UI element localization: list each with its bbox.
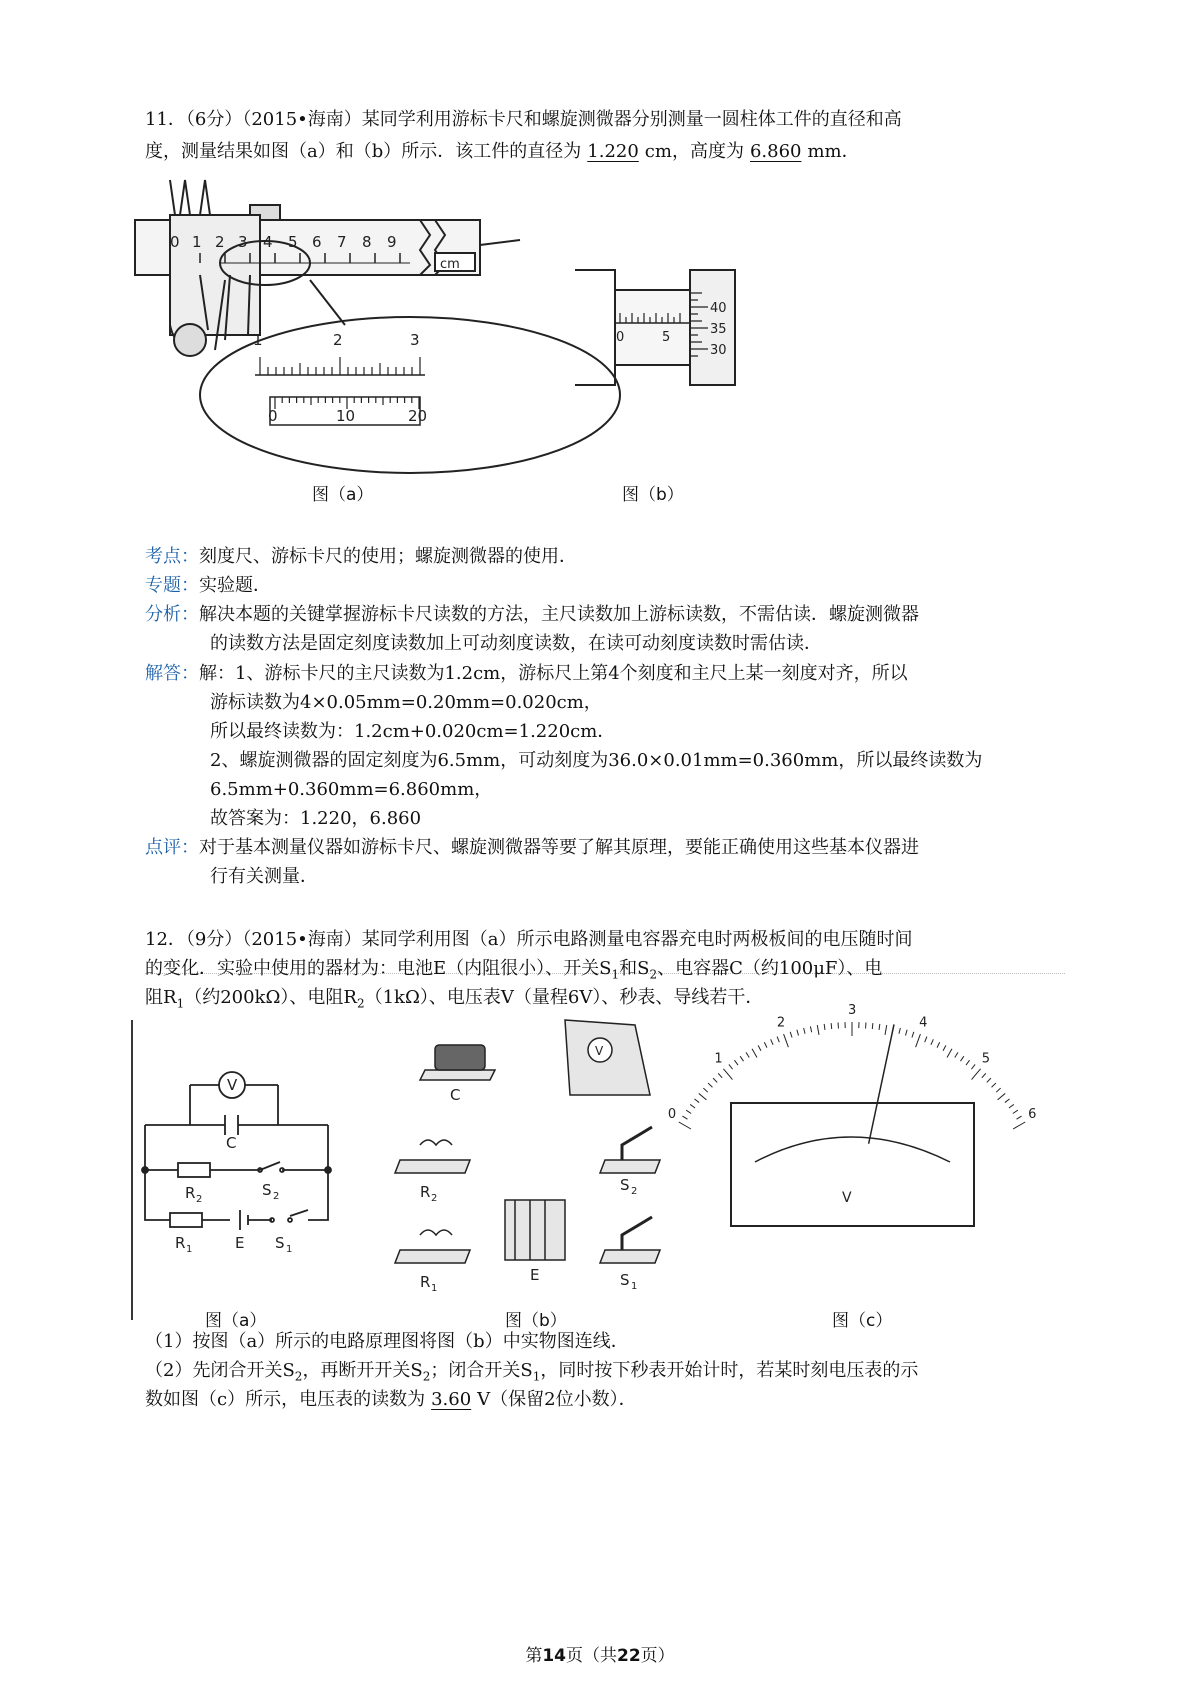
dial-tick [885, 1025, 887, 1035]
q11-text: mm． [807, 141, 860, 162]
jieda-text-2: 游标读数为4×0.05mm=0.20mm=0.020cm， [210, 692, 602, 713]
zoom-main-1: 1 [253, 331, 263, 349]
main-tick-3: 3 [238, 233, 248, 251]
circuit-diagram [130, 1020, 360, 1320]
circuit-sub-2: 2 [196, 1194, 203, 1205]
component-sub-2: 2 [631, 1186, 638, 1197]
fenxi-label: 分析： [145, 604, 199, 625]
component-label-C: C [450, 1086, 461, 1104]
dial-tick [937, 1042, 940, 1047]
component-label-S1: S [620, 1271, 630, 1289]
dial-tick [797, 1030, 799, 1036]
q12-text: （约200kΩ）、电阻R [184, 987, 357, 1008]
q12-text: 、电容器C（约100μF）、电 [657, 958, 883, 979]
q12-text: 和S [619, 958, 650, 979]
circuit-sub-1: 1 [286, 1244, 293, 1255]
q12-text: （2）先闭合开关S [145, 1360, 295, 1381]
main-tick-7: 7 [337, 233, 347, 251]
dial-tick [723, 1069, 732, 1080]
dial-tick [971, 1064, 975, 1069]
zoom-main-3: 3 [410, 331, 420, 349]
sub: 2 [356, 996, 365, 1011]
sleeve-5: 5 [662, 330, 671, 345]
dial-tick [916, 1034, 921, 1047]
dial-tick [992, 1083, 996, 1087]
dial-tick [734, 1060, 738, 1065]
kaodian-label: 考点： [145, 546, 199, 567]
q12-text: 数如图（c）所示，电压表的读数为 [145, 1389, 426, 1410]
dial-tick [1017, 1116, 1022, 1119]
dial-tick [905, 1030, 907, 1036]
dial-tick [708, 1083, 712, 1087]
dial-tick [1005, 1099, 1010, 1103]
fenxi-text-1: 解决本题的关键掌握游标卡尺读数的方法，主尺读数加上游标读数，不需估读．螺旋测微器 [199, 604, 919, 625]
fig12-b-caption: 图（b） [505, 1311, 567, 1331]
dianping-label: 点评： [145, 837, 199, 858]
vernier-caliper-figure [130, 175, 560, 475]
dial-tick [943, 1045, 946, 1050]
sub: 1 [611, 967, 620, 982]
zhuanti-text: 实验题． [199, 575, 271, 596]
q12-line-2 [145, 957, 882, 987]
jieda-label: 解答： [145, 663, 199, 684]
dial-tick [679, 1122, 691, 1129]
thimble-40: 40 [710, 301, 727, 316]
dial-label: 4 [919, 1015, 928, 1031]
footer-text: 页（共 [566, 1646, 617, 1666]
q11-line-2 [145, 140, 860, 164]
fenxi-text-2: 的读数方法是固定刻度读数加上可动刻度读数，在读可动刻度读数时需估读． [210, 633, 822, 654]
dial-tick [729, 1064, 733, 1069]
kaodian-text: 刻度尺、游标卡尺的使用；螺旋测微器的使用． [199, 546, 577, 567]
q12-line-1: 12．（9分）（2015•海南）某同学利用图（a）所示电路测量电容器充电时两极板间的电压随时间 [145, 929, 913, 950]
q12-sub2-line2 [145, 1388, 637, 1412]
main-tick-9: 9 [387, 233, 397, 251]
component-label-R2: R [420, 1183, 431, 1201]
jieda-text-6: 故答案为：1.220，6.860 [210, 808, 422, 829]
dial-tick [746, 1052, 749, 1057]
q12-text: ，同时按下秒表开始计时，若某时刻电压表的示 [540, 1360, 919, 1381]
circuit-label-R2: R [185, 1184, 196, 1202]
component-label-S2: S [620, 1176, 630, 1194]
fenxi-row [145, 603, 919, 627]
fig-a-caption: 图（a） [312, 485, 374, 505]
dial-tick [718, 1073, 722, 1077]
dial-tick [966, 1060, 970, 1065]
q11-line-1: 11．（6分）（2015•海南）某同学利用游标卡尺和螺旋测微器分别测量一圆柱体工件的直径和高 [145, 109, 902, 130]
q12-text: 的变化．实验中使用的器材为：电池E（内阻很小）、开关S [145, 958, 612, 979]
dial-tick [912, 1032, 914, 1038]
q12-sub1: （1）按图（a）所示的电路原理图将图（b）中实物图连线． [145, 1331, 629, 1352]
circuit-label-R1: R [175, 1234, 186, 1252]
q12-text: V（保留2位小数）． [477, 1389, 637, 1410]
main-tick-2: 2 [215, 233, 225, 251]
dianping-row [145, 836, 919, 860]
q12-text: 阻R [145, 987, 177, 1008]
dial-tick [804, 1028, 805, 1034]
sub: 2 [649, 967, 658, 982]
dial-tick [931, 1039, 933, 1044]
dial-tick [1009, 1104, 1014, 1108]
circuit-label-S1: S [275, 1234, 285, 1252]
fig12-c-caption: 图（c） [832, 1311, 893, 1331]
dial-tick [960, 1056, 963, 1061]
zoom-vernier-20: 20 [408, 407, 428, 425]
dial-tick [703, 1088, 707, 1092]
sub: 1 [176, 996, 185, 1011]
q11-text: cm，高度为 [644, 141, 744, 162]
component-sub-1: 1 [431, 1283, 438, 1294]
q12-text: ；闭合开关S [430, 1360, 533, 1381]
zoom-main-2: 2 [333, 331, 343, 349]
components-figure [390, 1015, 680, 1310]
jieda-row [145, 662, 908, 686]
thimble-30: 30 [710, 343, 727, 358]
jieda-text-3: 所以最终读数为：1.2cm+0.020cm=1.220cm． [210, 721, 616, 742]
kaodian-row [145, 545, 577, 569]
page-footer [0, 1641, 1200, 1666]
footer-text: 页） [640, 1646, 675, 1666]
zhuanti-label: 专题： [145, 575, 199, 596]
dial-tick [872, 1023, 873, 1029]
fig-b-caption: 图（b） [622, 485, 684, 505]
component-label-V: V [595, 1044, 604, 1058]
dial-tick [824, 1024, 825, 1030]
dial-tick [713, 1078, 717, 1082]
dial-tick [764, 1042, 767, 1047]
dial-tick [686, 1110, 691, 1113]
dianping-text-1: 对于基本测量仪器如游标卡尺、螺旋测微器等要了解其原理，要能正确使用这些基本仪器进 [199, 837, 919, 858]
voltmeter-dial [667, 1003, 1037, 1227]
zoom-vernier-0: 0 [268, 407, 278, 425]
sub: 2 [294, 1369, 303, 1384]
dial-tick [690, 1104, 695, 1108]
dianping-text-2: 行有关测量． [210, 866, 318, 887]
jieda-text-5: 6.5mm+0.360mm=6.860mm， [210, 779, 493, 800]
dial-tick [947, 1049, 952, 1058]
dial-tick [777, 1037, 779, 1043]
q11-text: 度，测量结果如图（a）和（b）所示．该工件的直径为 [145, 141, 582, 162]
main-tick-4: 4 [263, 233, 273, 251]
jieda-text-1: 解：1、游标卡尺的主尺读数为1.2cm，游标尺上第4个刻度和主尺上某一刻度对齐，所以 [199, 663, 908, 684]
q12-text: ，再断开开关S [302, 1360, 423, 1381]
footer-page: 14 [542, 1646, 566, 1666]
thimble-35: 35 [710, 322, 727, 337]
dial-tick [1013, 1122, 1025, 1129]
component-sub-1: 1 [631, 1281, 638, 1292]
dial-tick [899, 1028, 900, 1034]
q12-line-3 [145, 986, 763, 1016]
micrometer-figure [570, 265, 740, 390]
main-tick-0: 0 [170, 233, 180, 251]
dial-unit: V [842, 1190, 852, 1206]
dial-tick [790, 1032, 792, 1038]
zhuanti-row [145, 574, 271, 598]
main-tick-6: 6 [312, 233, 322, 251]
fig12-a-caption: 图（a） [205, 1311, 267, 1331]
dial-tick [987, 1078, 991, 1082]
dial-tick [831, 1023, 832, 1029]
dial-tick [972, 1069, 981, 1080]
component-label-R1: R [420, 1273, 431, 1291]
dial-tick [740, 1056, 743, 1061]
caliper-unit: cm [440, 257, 460, 272]
dial-tick [996, 1088, 1000, 1092]
dial-tick [699, 1093, 707, 1099]
footer-text: 第 [525, 1646, 543, 1666]
dial-tick [752, 1049, 757, 1058]
dial-tick [925, 1037, 927, 1043]
dial-label: 3 [848, 1003, 857, 1018]
circuit-label-S2: S [262, 1181, 272, 1199]
footer-total: 22 [617, 1646, 641, 1666]
q12-sub2-line1 [145, 1359, 918, 1389]
circuit-label-C: C [226, 1134, 237, 1152]
dial-label: 2 [776, 1015, 786, 1031]
circuit-label-E: E [235, 1234, 245, 1252]
dial-tick [879, 1024, 880, 1030]
q12-text: （1kΩ）、电压表V（量程6V）、秒表、导线若干． [364, 987, 764, 1008]
main-tick-1: 1 [192, 233, 202, 251]
dial-tick [982, 1073, 986, 1077]
dial-tick [771, 1039, 773, 1044]
dial-tick [784, 1034, 789, 1047]
dial-tick [817, 1025, 819, 1035]
dial-tick [682, 1116, 687, 1119]
dial-tick [955, 1052, 958, 1057]
dial-tick [998, 1093, 1006, 1099]
jieda-text-4: 2、螺旋测微器的固定刻度为6.5mm，可动刻度为36.0×0.01mm=0.360mm，所以最终读数为 [210, 750, 983, 771]
dial-label: 1 [714, 1051, 723, 1067]
dial-tick [758, 1045, 761, 1050]
circuit-sub-1: 1 [186, 1244, 193, 1255]
dial-tick [1013, 1110, 1018, 1113]
component-label-E: E [530, 1266, 540, 1284]
q11-answer-diameter: 1.220 [587, 141, 639, 162]
sub: 2 [422, 1369, 431, 1384]
dial-tick [694, 1099, 699, 1103]
circuit-label-V: V [227, 1076, 238, 1094]
dial-tick [810, 1026, 811, 1032]
sub: 1 [532, 1369, 541, 1384]
main-tick-5: 5 [288, 233, 298, 251]
component-sub-2: 2 [431, 1193, 438, 1204]
dial-label: 5 [981, 1051, 990, 1067]
q12-answer-voltage: 3.60 [431, 1389, 472, 1410]
main-tick-8: 8 [362, 233, 372, 251]
dial-label: 0 [667, 1107, 677, 1122]
zoom-vernier-10: 10 [336, 407, 356, 425]
circuit-sub-2: 2 [273, 1191, 280, 1202]
dial-label: 6 [1028, 1107, 1037, 1122]
sleeve-0: 0 [616, 330, 625, 345]
q11-answer-height: 6.860 [749, 141, 802, 162]
